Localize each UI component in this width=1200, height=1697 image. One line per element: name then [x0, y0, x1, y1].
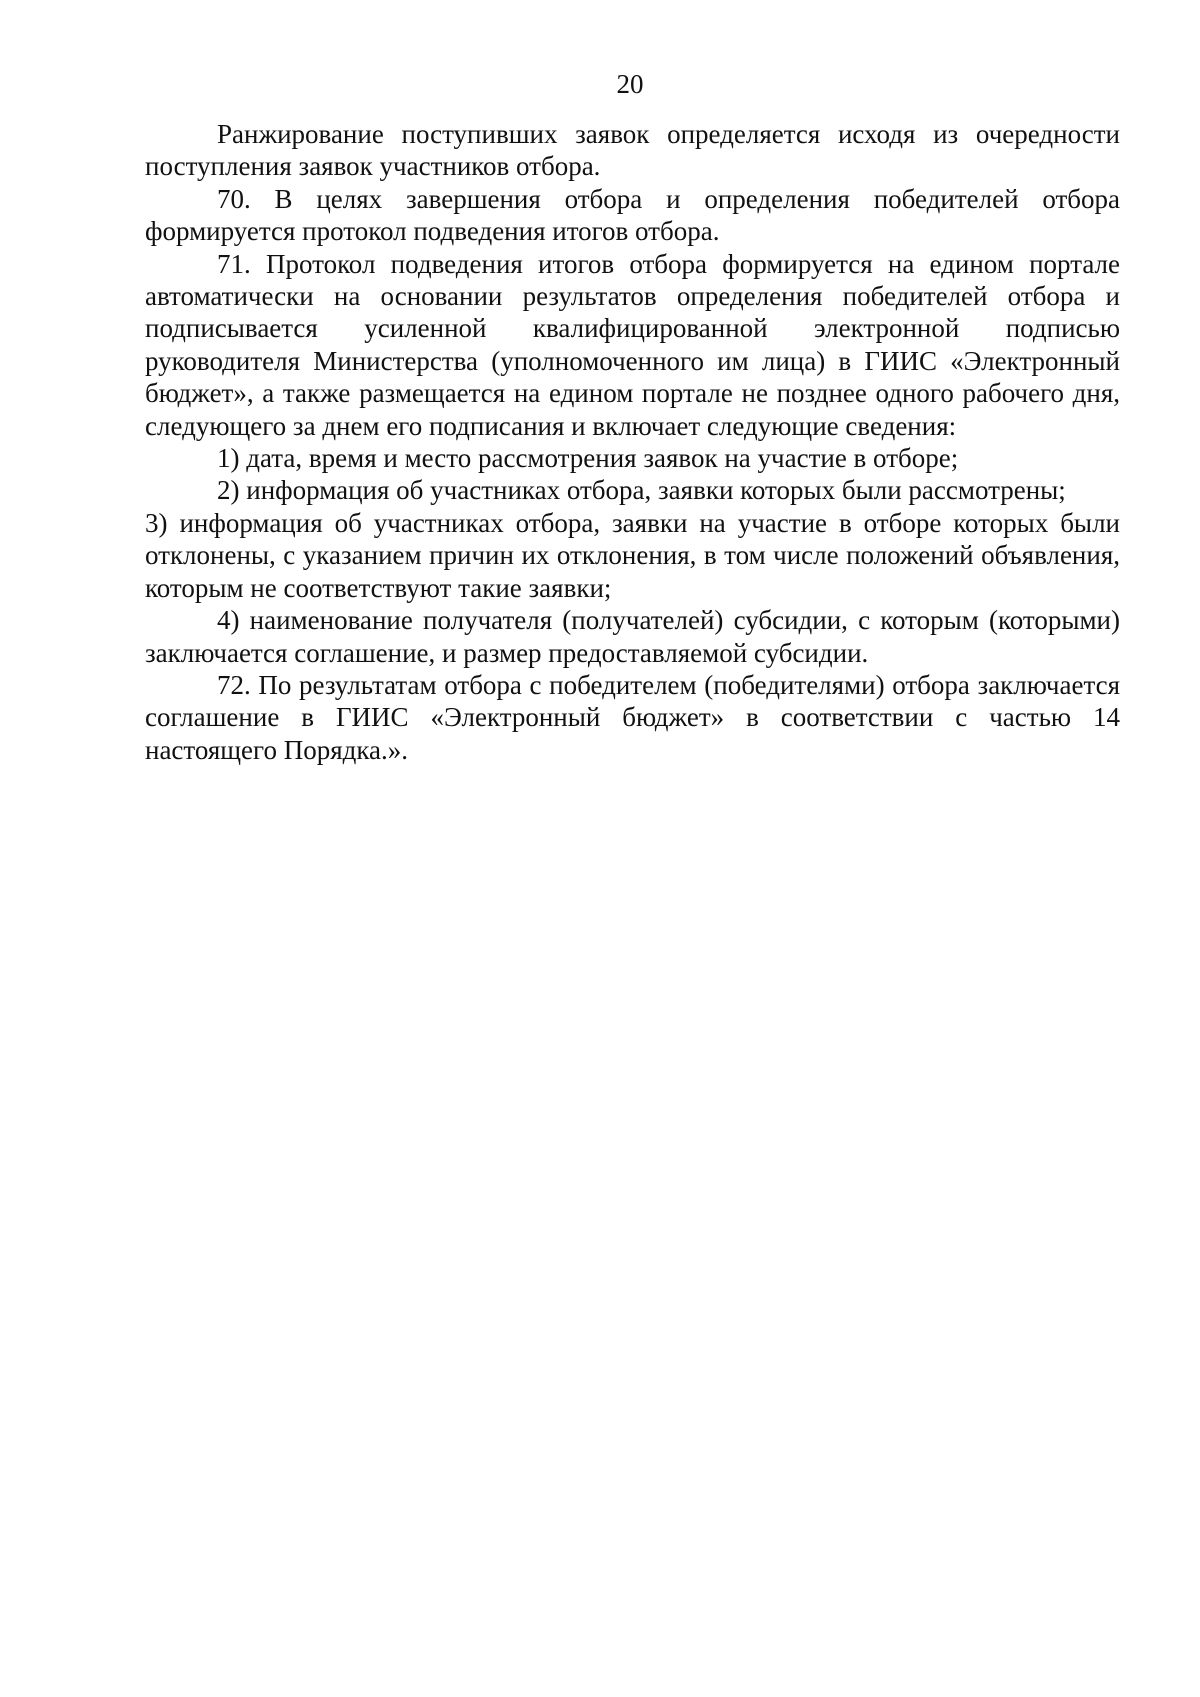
list-item-3: 3) информация об участниках отбора, заявки на участие в отборе которых были отклонены, с указанием причин их отклонения, в том числе положений объявления, которым не соответствуют такие заявки;: [145, 507, 1120, 603]
paragraph-ranking: Ранжирование поступивших заявок определяется исходя из очередности поступления заявок участников отбора.: [145, 119, 1120, 182]
document-body: [145, 118, 1120, 766]
list-item-4: 4) наименование получателя (получателей) субсидии, с которым (которыми) заключается соглашение, и размер предоставляемой субсидии.: [145, 605, 1120, 668]
list-item-1: 1) дата, время и место рассмотрения заявок на участие в отборе;: [217, 443, 959, 474]
list-item-2: 2) информация об участниках отбора, заявки которых были рассмотрены;: [217, 475, 1066, 506]
paragraph-item-70: 70. В целях завершения отбора и определения победителей отбора формируется протокол подведения итогов отбора.: [145, 183, 1120, 247]
page-number: 20: [616, 69, 644, 99]
paragraph-item-71: 71. Протокол подведения итогов отбора формируется на едином портале автоматически на основании результатов определения победителей отбора и подписывается усиленной квалифицированной электронной подписью руководителя Министерства (уполномоченного им лица) в ГИИС «Электронный бюджет», а также размещается на едином портале не позднее одного рабочего дня, следующего за днем его подписания и включает следующие сведения:: [145, 248, 1120, 441]
paragraph-item-72: 72. По результатам отбора с победителем (победителями) отбора заключается соглашение в ГИИС «Электронный бюджет» в соответствии с частью 14 настоящего Порядка.».: [145, 669, 1120, 765]
